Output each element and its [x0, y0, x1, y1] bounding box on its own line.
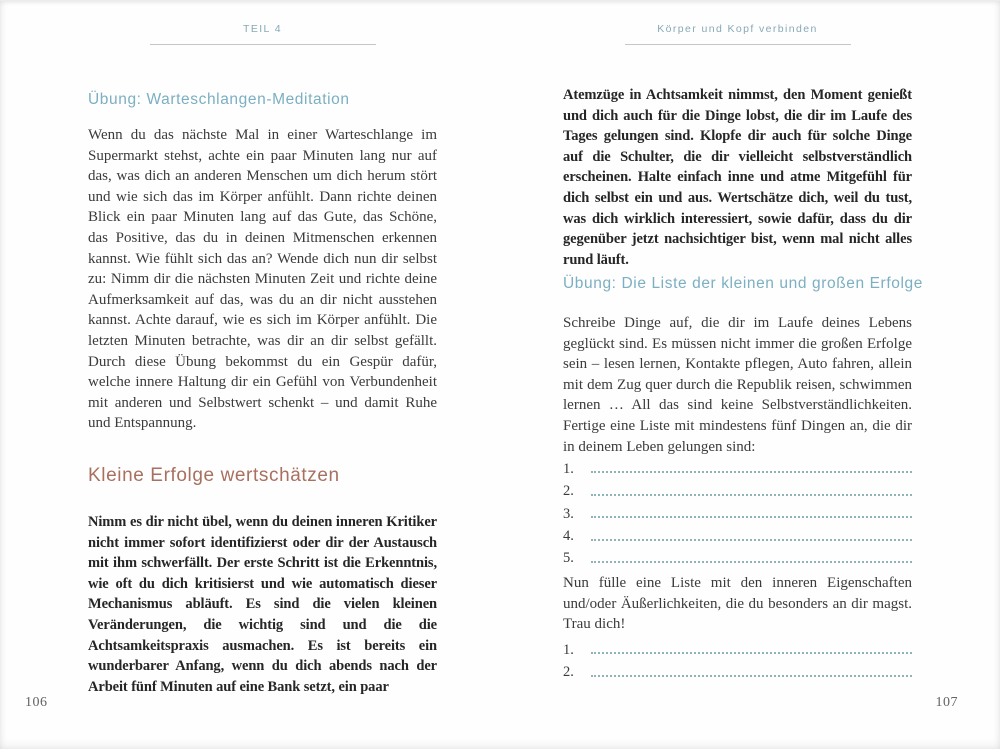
fill-in-number: 4. — [563, 528, 574, 545]
dotted-line — [591, 675, 912, 677]
paragraph-inner-critic: Nimm es dir nicht übel, wenn du deinen inneren Kritiker nicht immer sofort identifizierst oder dir der Austausch mit ihm schwerfällt. Der erste Schritt ist die Erkenntnis, wie oft du dich kritisierst und wie automatisch dieser Mechanismus abläuft. Es sind die vielen kleinen Veränderungen, die wichtig sind und die die Achtsamkeitspraxis ausmachen. Es ist bereits ein wunderbarer Anfang, wenn du dich abends nach der Arbeit fünf Minuten auf eine Bank setzt, ein paar — [88, 514, 437, 695]
dotted-line — [591, 539, 912, 541]
exercise-heading-erfolge-liste: Übung: Die Liste der kleinen und großen Erfolge — [563, 275, 923, 292]
running-head-title-right: Körper und Kopf verbinden — [657, 23, 818, 35]
fill-in-row — [563, 524, 912, 546]
page-right — [500, 1, 1000, 749]
running-head-right — [563, 23, 912, 45]
success-fill-in-list — [563, 457, 912, 569]
fill-in-row — [563, 547, 912, 569]
page-number-left: 106 — [25, 695, 48, 710]
paragraph-success: Schreibe Dinge auf, die dir im Laufe deines Lebens geglückt sind. Es müssen nicht immer die großen Erfolge sein – lesen lernen, Kontakte pflegen, Auto fahren, allein mit dem Zug quer durch die Republik reisen, schwimmen lernen … All das sind keine Selbstverständlichkeiten. Fertige eine Liste mit mindestens fünf Dingen an, die dir in deinem Leben gelungen sind: — [563, 315, 912, 455]
fill-in-number: 2. — [563, 483, 574, 500]
fill-in-row — [563, 479, 912, 501]
running-head-title-left: TEIL 4 — [243, 23, 282, 35]
dotted-line — [591, 561, 912, 563]
qualities-fill-in-list — [563, 638, 912, 683]
fill-in-row — [563, 457, 912, 479]
dotted-line — [591, 471, 912, 473]
fill-in-number: 5. — [563, 550, 574, 567]
dotted-line — [591, 652, 912, 654]
running-head-left — [88, 23, 437, 45]
paragraph-selfcare: Atemzüge in Achtsamkeit nimmst, den Moment genießt und dich auch für die Dinge lobst, die dir im Laufe des Tages gelungen sind. Klopfe dir auch für solche Dinge auf die Schulter, die dir vielleicht selbstverständlich erscheinen. Halte einfach inne und atme Mitgefühl für dich selbst ein und aus. Wertschätze dich, weil du tust, was dich wirklich interessiert, sowie dafür, dass du dir gegenüber jetzt nachsichtiger bist, wenn mal nicht alles rund läuft. — [563, 87, 912, 268]
fill-in-row — [563, 660, 912, 682]
page-number-right: 107 — [935, 695, 958, 710]
fill-in-row — [563, 638, 912, 660]
dotted-line — [591, 516, 912, 518]
fill-in-number: 1. — [563, 460, 574, 477]
page-left — [0, 1, 500, 749]
paragraph-meditation: Wenn du das nächste Mal in einer Warteschlange im Supermarkt stehst, achte ein paar Minuten lang nur auf das, was dich an anderen Menschen um dich herum stört und wie sich das im Körper anfühlt. Dann richte deinen Blick ein paar Minuten lang auf das Gute, das Schöne, das Positive, das du in deinen Mitmenschen erkennen kannst. Wie fühlt sich das an? Wende dich nun dir selbst zu: Nimm dir die nächsten Minuten Zeit und richte deine Aufmerksamkeit auf das, was du an dir nicht ausstehen kannst. Achte darauf, wie es sich im Körper anfühlt. Die letzten Minuten betrachte, was dir an dir selbst gefällt. Durch diese Übung bekommst du ein Gespür dafür, welche innere Haltung dir ein Gefühl von Verbundenheit mit anderen und Selbstwert schenkt – und damit Ruhe und Entspannung. — [88, 127, 437, 432]
running-head-rule-left — [150, 44, 376, 45]
section-heading-kleine-erfolge: Kleine Erfolge wertschätzen — [88, 465, 340, 486]
fill-in-row — [563, 502, 912, 524]
running-head-rule-right — [625, 44, 851, 45]
fill-in-number: 1. — [563, 641, 574, 658]
fill-in-number: 3. — [563, 505, 574, 522]
fill-in-number: 2. — [563, 664, 574, 681]
exercise-heading-meditation: Übung: Warteschlangen-Meditation — [88, 91, 350, 108]
paragraph-qualities: Nun fülle eine Liste mit den inneren Eigenschaften und/oder Äußerlichkeiten, die du besonders an dir magst. Trau dich! — [563, 575, 912, 633]
dotted-line — [591, 494, 912, 496]
